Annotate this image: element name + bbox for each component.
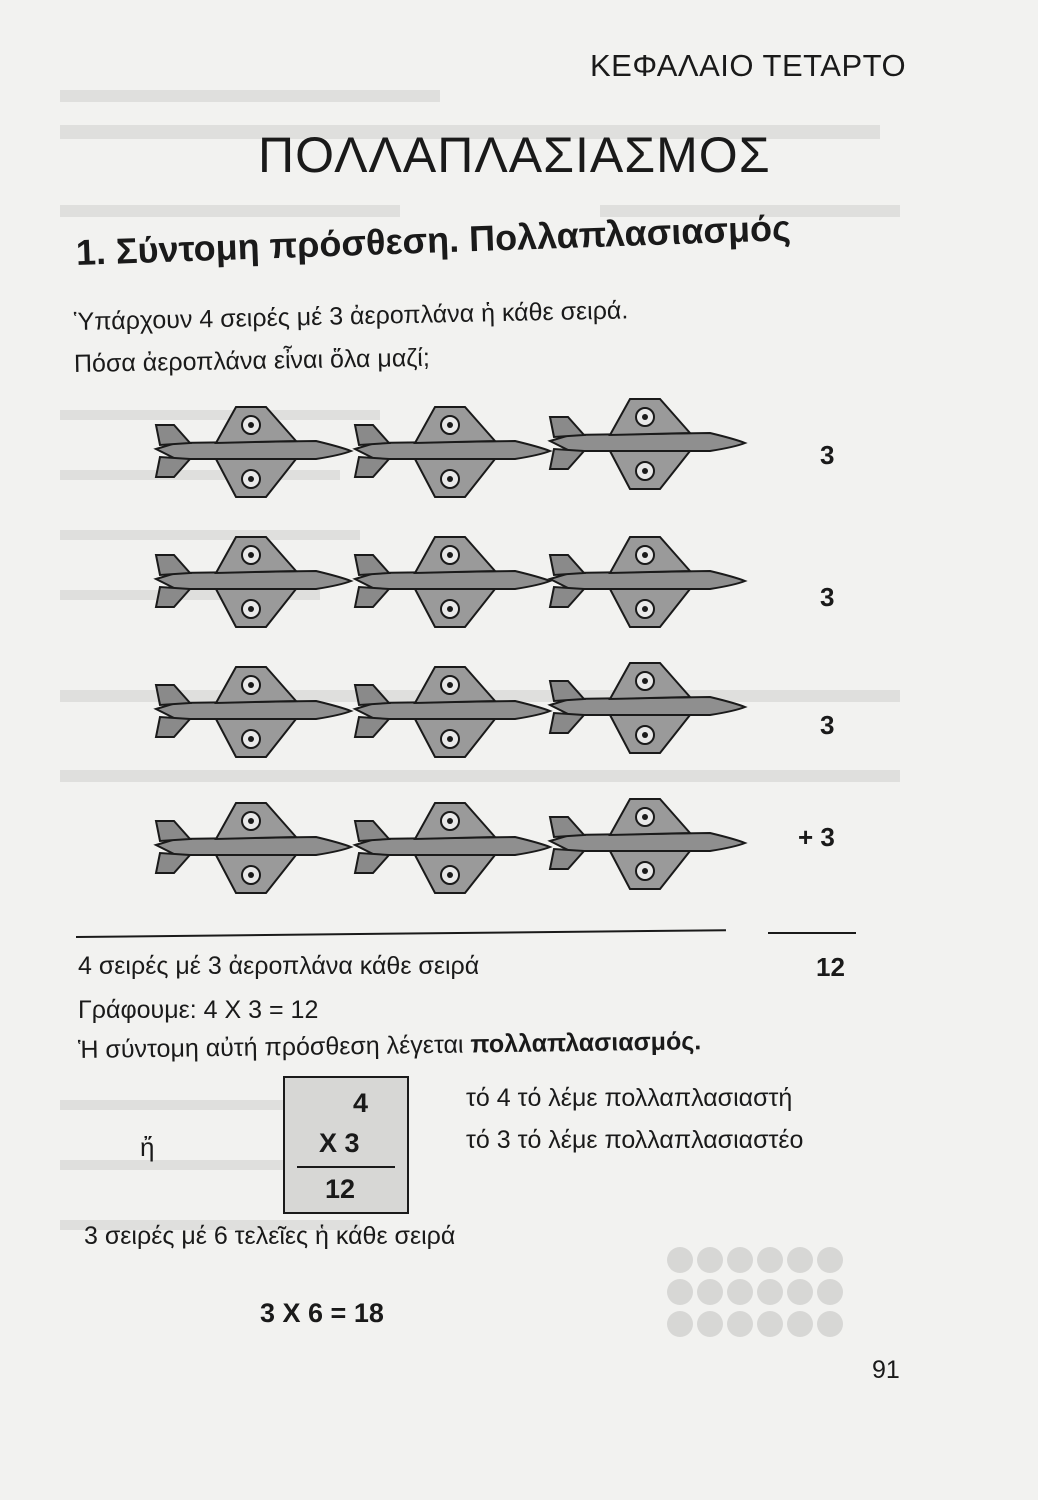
plane-row-3	[156, 663, 745, 757]
multiplier-value: 4	[353, 1088, 369, 1118]
airplanes-illustration	[150, 395, 750, 935]
row-count-2: 3	[820, 582, 835, 612]
row-count-3: 3	[820, 710, 835, 740]
sum-total: 12	[816, 952, 845, 982]
multiplicand-description: τό 3 τό λέμε πολλαπλασιαστέο	[466, 1126, 804, 1154]
plane-row-1	[156, 399, 745, 497]
dots-description: 3 σειρές μέ 6 τελεῖες ἡ κάθε σειρά	[84, 1222, 456, 1250]
airplane	[550, 799, 745, 889]
summary-text: 4 σειρές μέ 3 ἀεροπλάνα κάθε σειρά	[78, 952, 480, 980]
plane-row-4	[156, 799, 745, 893]
multiplicand-value: X 3	[319, 1128, 360, 1158]
airplane	[355, 537, 550, 627]
airplane	[156, 803, 351, 893]
intro-line-2: Πόσα ἀεροπλάνα εἶναι ὅλα μαζί;	[73, 343, 431, 378]
result-line	[297, 1166, 395, 1168]
airplane	[550, 537, 745, 627]
vertical-multiplication-box	[283, 1076, 409, 1214]
row-count-1: 3	[820, 440, 835, 470]
product-value: 12	[325, 1174, 356, 1204]
airplane	[156, 667, 351, 757]
page-title: ΠΟΛΛΑΠΛΑΣΙΑΣΜΟΣ	[258, 127, 771, 183]
airplane	[156, 537, 351, 627]
multiplication-term: πολλαπλασιασμός.	[470, 1027, 702, 1059]
explanation-line	[78, 1027, 702, 1065]
multiplier-description: τό 4 τό λέμε πολλαπλασιαστή	[466, 1084, 793, 1112]
airplane	[550, 399, 745, 489]
airplane	[550, 663, 745, 753]
dots-equation: 3 X 6 = 18	[260, 1298, 384, 1328]
airplane	[156, 407, 351, 497]
explanation-text: Ἡ σύντομη αὐτή πρόσθεση λέγεται	[77, 1030, 471, 1064]
airplane	[355, 667, 550, 757]
plane-row-2	[156, 537, 745, 627]
section-title: 1. Σύντομη πρόσθεση. Πολλαπλασιασμός	[75, 207, 792, 273]
sum-line	[768, 932, 856, 934]
airplane	[355, 407, 550, 497]
or-label: ἤ	[140, 1132, 155, 1162]
airplane	[355, 803, 550, 893]
intro-line-1: Ὑπάρχουν 4 σειρές μέ 3 ἀεροπλάνα ἡ κάθε σειρά.	[73, 296, 629, 336]
written-equation: Γράφουμε: 4 X 3 = 12	[78, 996, 319, 1024]
row-count-4: + 3	[798, 822, 835, 852]
page-number: 91	[872, 1356, 900, 1384]
chapter-heading: ΚΕΦΑΛΑΙΟ ΤΕΤΑΡΤΟ	[590, 48, 907, 83]
